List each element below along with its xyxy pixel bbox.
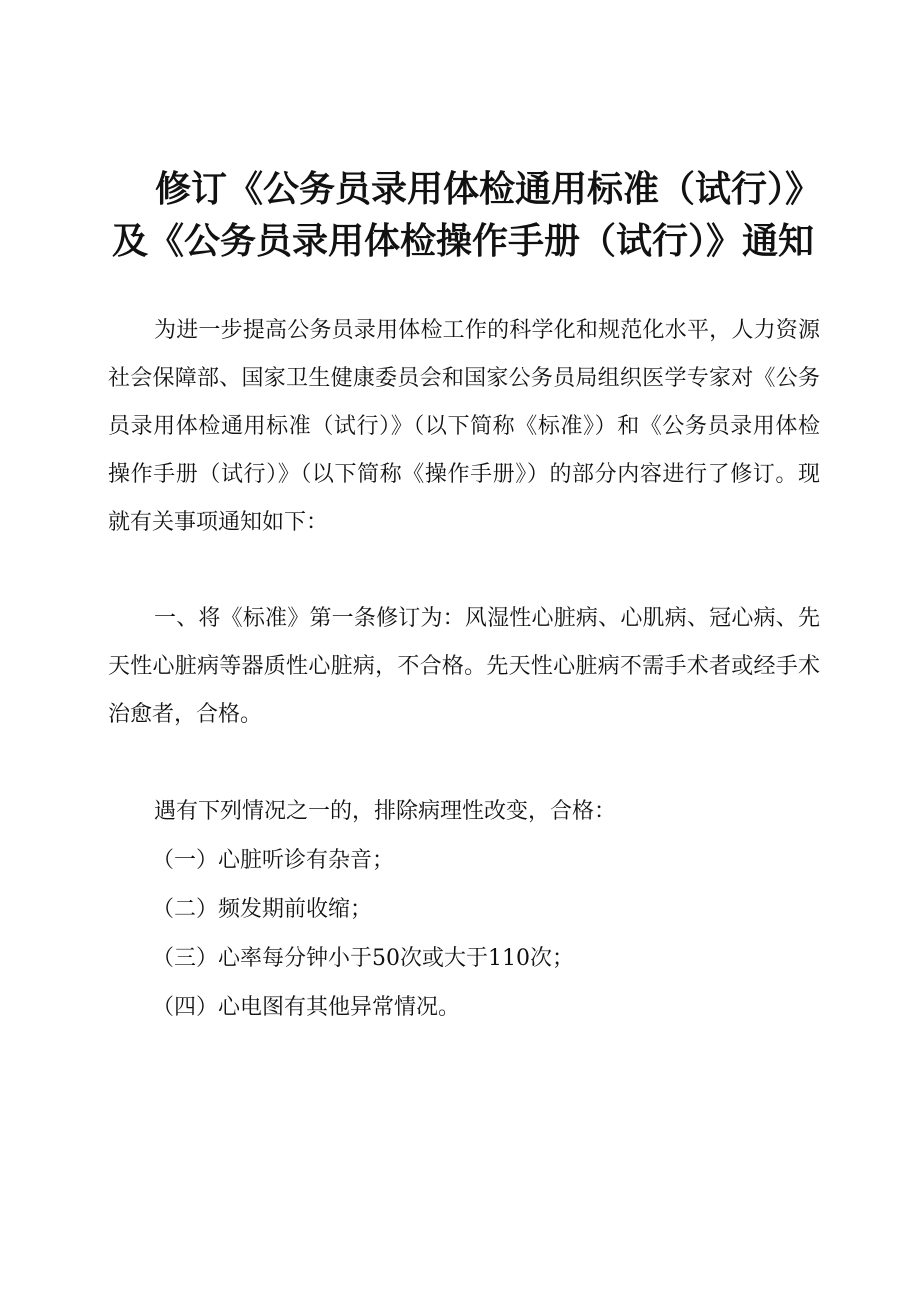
conditions-intro-paragraph: 遇有下列情况之一的，排除病理性改变，合格： [154,799,617,824]
condition-item: （四）心电图有其他异常情况。 [152,995,461,1020]
condition-item: （二）频发期前收缩； [152,897,373,922]
document-title-line-2: 及《公务员录用体检操作手册（试行）》通知 [112,221,815,262]
condition-item: （三）心率每分钟小于50次或大于110次； [152,946,574,971]
document-title-line-1: 修订《公务员录用体检通用标准（试行）》 [155,169,822,210]
condition-item: （一）心脏听诊有杂音； [152,848,395,873]
item-one-paragraph: 一、将《标准》第一条修订为：风湿性心脏病、心肌病、冠心病、先天性心脏病等器质性心脏病，不合格。先天性心脏病不需手术者或经手术治愈者，合格。 [108,606,820,727]
intro-paragraph: 为进一步提高公务员录用体检工作的科学化和规范化水平，人力资源社会保障部、国家卫生健康委员会和国家公务员局组织医学专家对《公务员录用体检通用标准（试行）》（以下简称《标准》）和《公务员录用体检操作手册（试行）》（以下简称《操作手册》）的部分内容进行了修订。现就有关事项通知如下： [108,318,820,535]
